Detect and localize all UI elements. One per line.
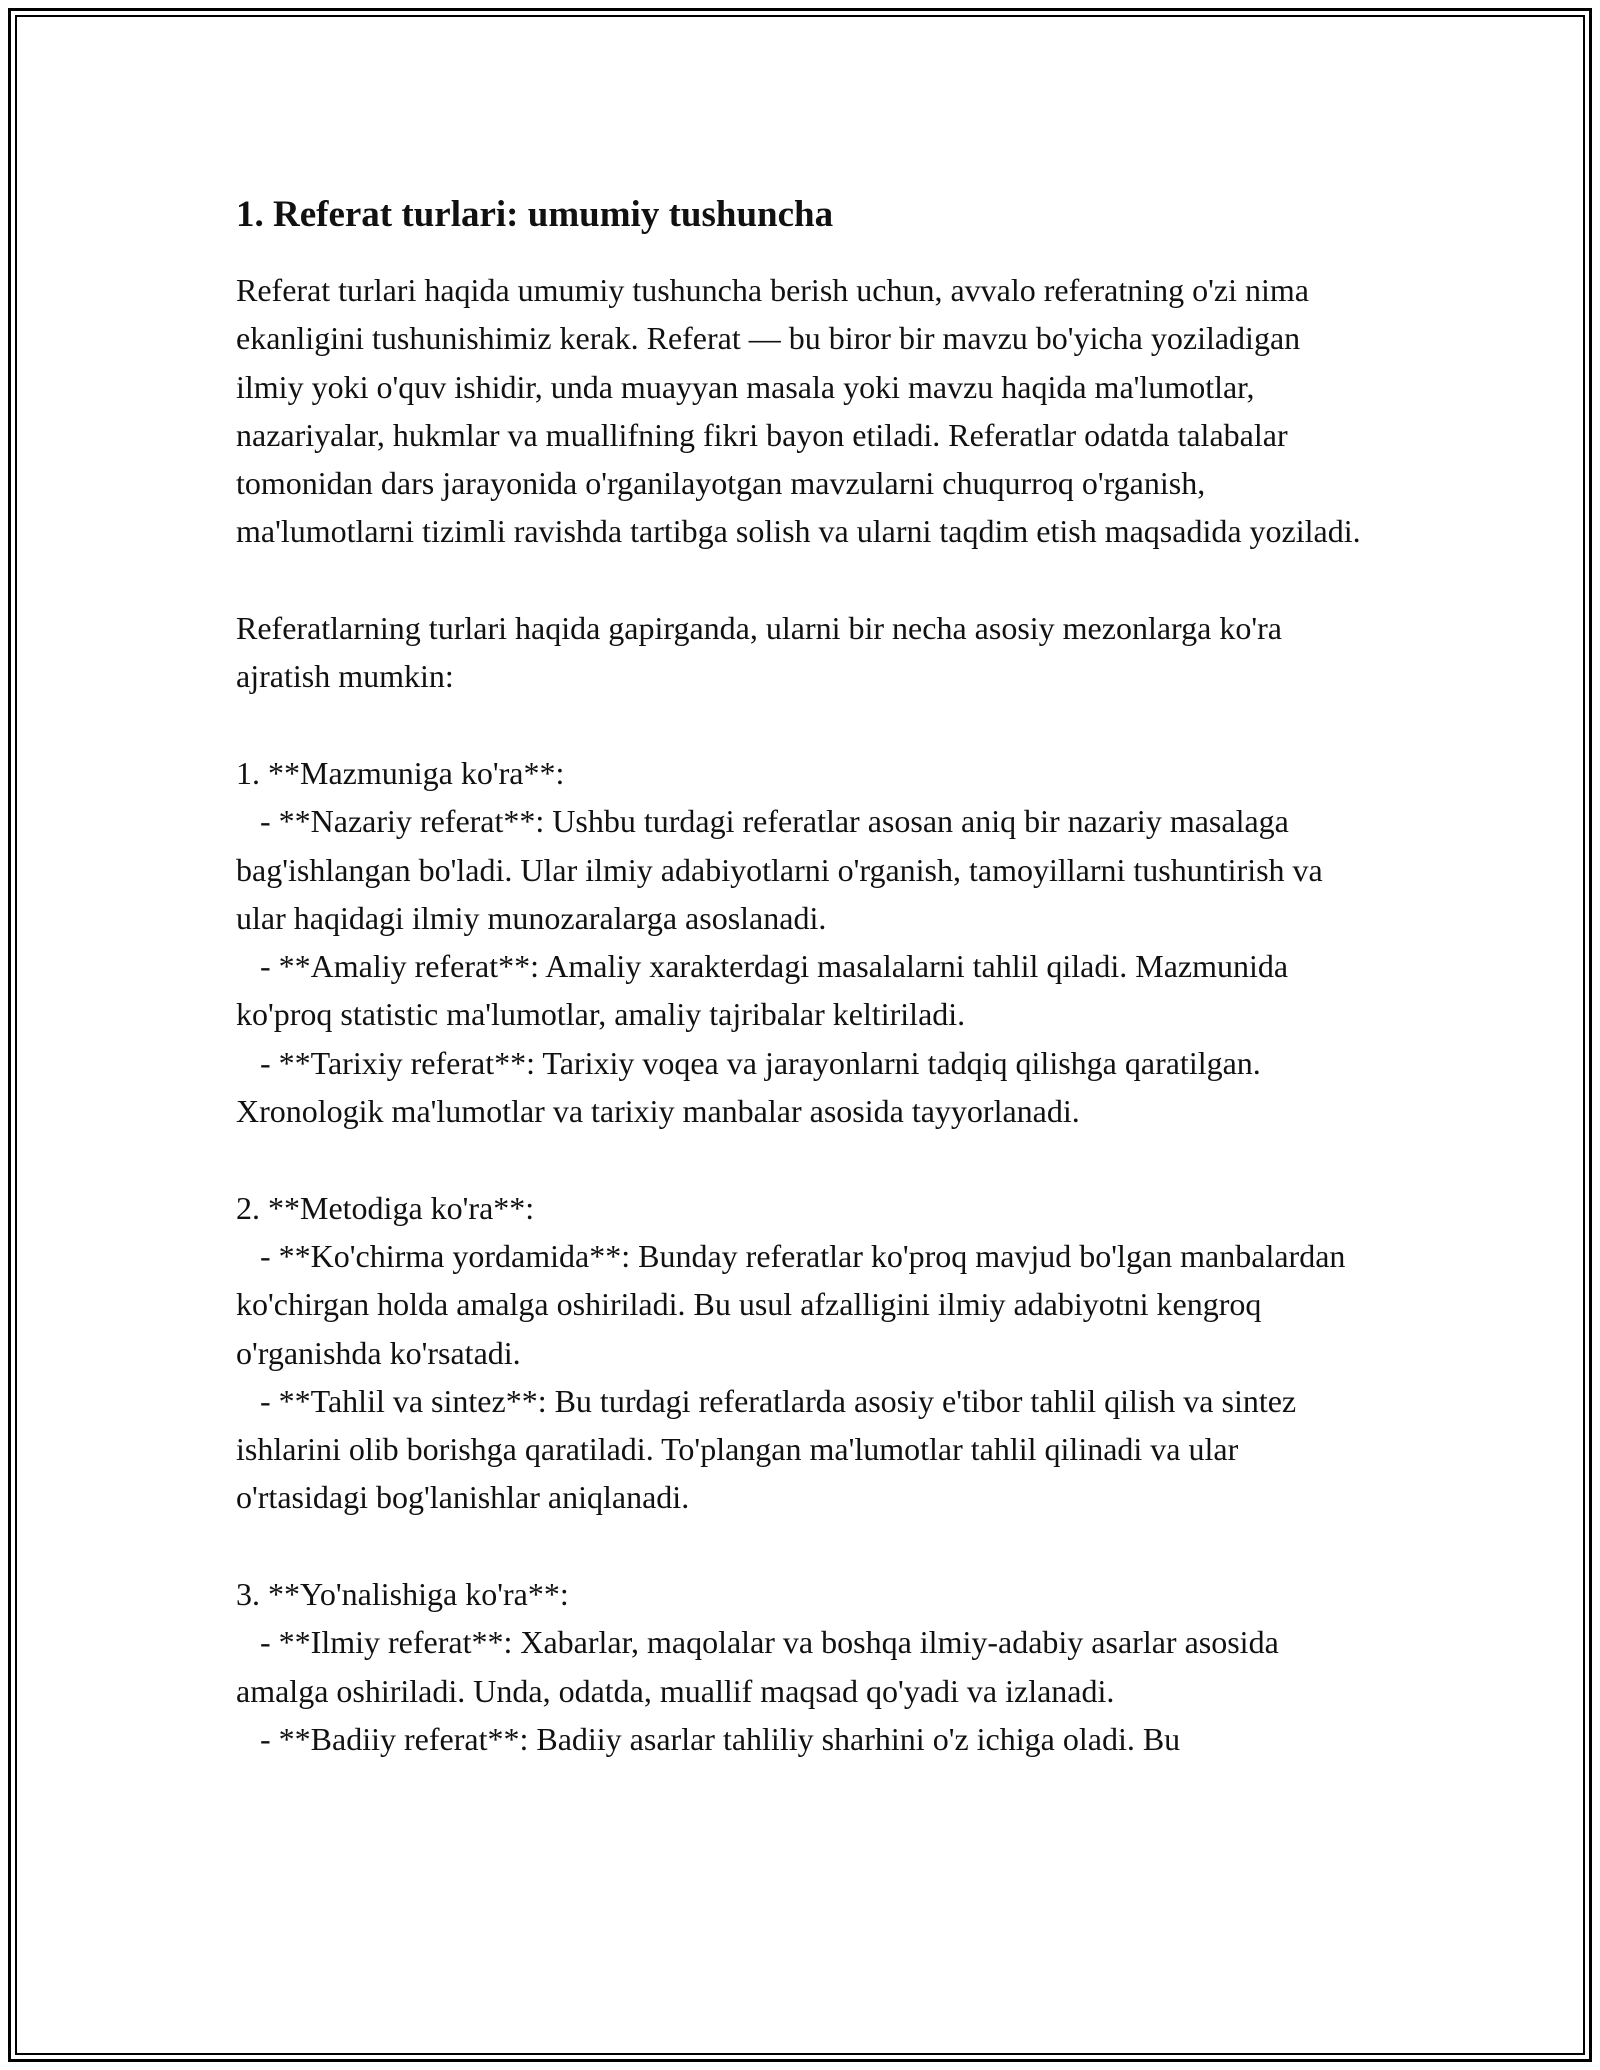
empty-line: [236, 556, 1366, 604]
list-section-direction: 3. **Yo'nalishiga ko'ra**: - **Ilmiy referat**: Xabarlar, maqolalar va boshqa ilmiy-adabiy asarlar asosida amalga oshiriladi. Unda, odatda, muallif maqsad qo'yadi va izlanadi. - **Badiiy referat**: Badiiy asarlar tahliliy sharhini o'z ichiga oladi. Bu: [236, 1576, 1279, 1757]
criteria-paragraph: Referatlarning turlari haqida gapirganda, ularni bir necha asosiy mezonlarga ko'ra ajratish mumkin:: [236, 610, 1290, 695]
list-section-content: 1. **Mazmuniga ko'ra**: - **Nazariy referat**: Ushbu turdagi referatlar asosan aniq bir nazariy masalaga bag'ishlangan bo'ladi. Ular ilmiy adabiyotlarni o'rganish, tamoyillarni tushuntirish va ular haqidagi ilmiy munozaralarga asoslanadi. - **Amaliy referat**: Amaliy xarakterdagi masalalarni tahlil qiladi. Mazmunida ko'proq statistic ma'lumotlar, amaliy tajribalar keltiriladi. - **Tarixiy referat**: Tarixiy voqea va jarayonlarni tadqiq qilishga qaratilgan. Xronologik ma'lumotlar va tarixiy manbalar asosida tayyorlanadi.: [236, 754, 1323, 1130]
empty-line: [236, 1135, 1366, 1183]
empty-line: [236, 701, 1366, 749]
document-body: [236, 190, 1366, 1763]
list-section-method: 2. **Metodiga ko'ra**: - **Ko'chirma yordamida**: Bunday referatlar ko'proq mavjud bo'lgan manbalardan ko'chirgan holda amalga oshiriladi. Bu usul afzalligini ilmiy adabiyotni kengroq o'rganishda ko'rsatadi. - **Tahlil va sintez**: Bu turdagi referatlarda asosiy e'tibor tahlil qilish va sintez ishlarini olib borishga qaratiladi. To'plangan ma'lumotlar tahlil qilinadi va ular o'rtasidagi bog'lanishlar aniqlanadi.: [236, 1189, 1346, 1516]
empty-line: [236, 1522, 1366, 1570]
page-title: 1. Referat turlari: umumiy tushuncha: [236, 194, 834, 235]
intro-paragraph: Referat turlari haqida umumiy tushuncha berish uchun, avvalo referatning o'zi nima ekanligini tushunishimiz kerak. Referat — bu biror bir mavzu bo'yicha yoziladigan ilmiy yoki o'quv ishidir, unda muayyan masala yoki mavzu haqida ma'lumotlar, nazariyalar, hukmlar va muallifning fikri bayon etiladi. Referatlar odatda talabalar tomonidan dars jarayonida o'rganilayotgan mavzularni chuqurroq o'rganish, ma'lumotlarni tizimli ravishda tartibga solish va ularni taqdim etish maqsadida yoziladi.: [236, 272, 1361, 550]
